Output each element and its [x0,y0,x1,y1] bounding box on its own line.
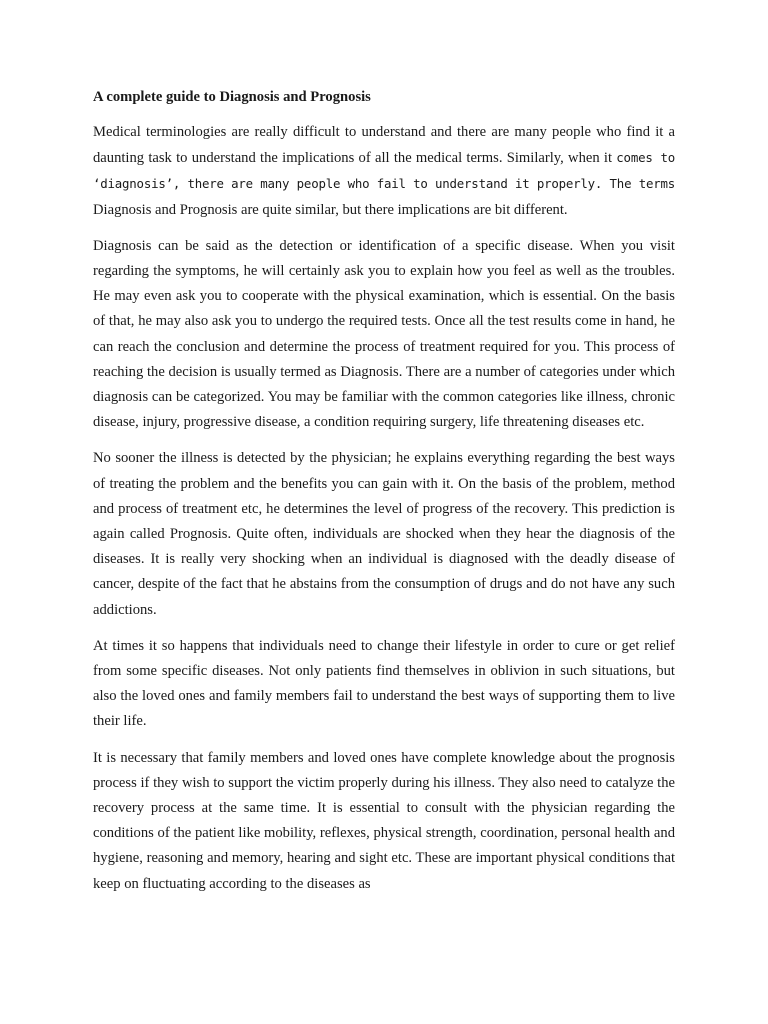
intro-text-part-2: comes to ‘diagnosis’, there are many people who fail to understand it properly. The terms [93,150,675,192]
paragraph-diagnosis: Diagnosis can be said as the detection or identification of a specific disease. When you visit regarding the symptoms, he will certainly ask you to explain how you feel as well as the troubles. He may even ask you to cooperate with the physical examination, which is essential. On the basis of that, he may also ask you to undergo the required tests. Once all the test results come in hand, he can reach the conclusion and determine the process of treatment required for you. This process of reaching the decision is usually termed as Diagnosis. There are a number of categories under which diagnosis can be categorized. You may be familiar with the common categories like illness, chronic disease, injury, progressive disease, a condition requiring surgery, life threatening diseases etc. [93,237,675,431]
document-body [93,86,675,908]
paragraph-family-support: It is necessary that family members and loved ones have complete knowledge about the prognosis process if they wish to support the victim properly during his illness. They also need to catalyze the recovery process at the same time. It is essential to consult with the physician regarding the conditions of the patient like mobility, reflexes, physical strength, coordination, personal health and hygiene, reasoning and memory, hearing and sight etc. These are important physical conditions that keep on fluctuating according to the diseases as [93,749,675,892]
paragraph-lifestyle: At times it so happens that individuals need to change their lifestyle in order to cure or get relief from some specific diseases. Not only patients find themselves in oblivion in such situations, but also the loved ones and family members fail to understand the best ways of supporting them to live their life. [93,637,675,730]
document-title: A complete guide to Diagnosis and Prognosis [93,89,371,105]
intro-text-part-3: Diagnosis and Prognosis are quite similar, but there implications are bit different. [93,201,568,218]
intro-text-part-1: Medical terminologies are really difficult to understand and there are many people who find it a daunting task to understand the implications of all the medical terms. Similarly, when it [93,124,675,167]
paragraph-prognosis: No sooner the illness is detected by the physician; he explains everything regarding the best ways of treating the problem and the benefits you can gain with it. On the basis of the problem, method and process of treatment etc, he determines the level of progress of the recovery. This prediction is again called Prognosis. Quite often, individuals are shocked when they hear the diagnosis of the diseases. It is really very shocking when an individual is diagnosed with the deadly disease of cancer, despite of the fact that he abstains from the consumption of drugs and do not have any such addictions. [93,450,675,618]
intro-paragraph [93,120,675,223]
